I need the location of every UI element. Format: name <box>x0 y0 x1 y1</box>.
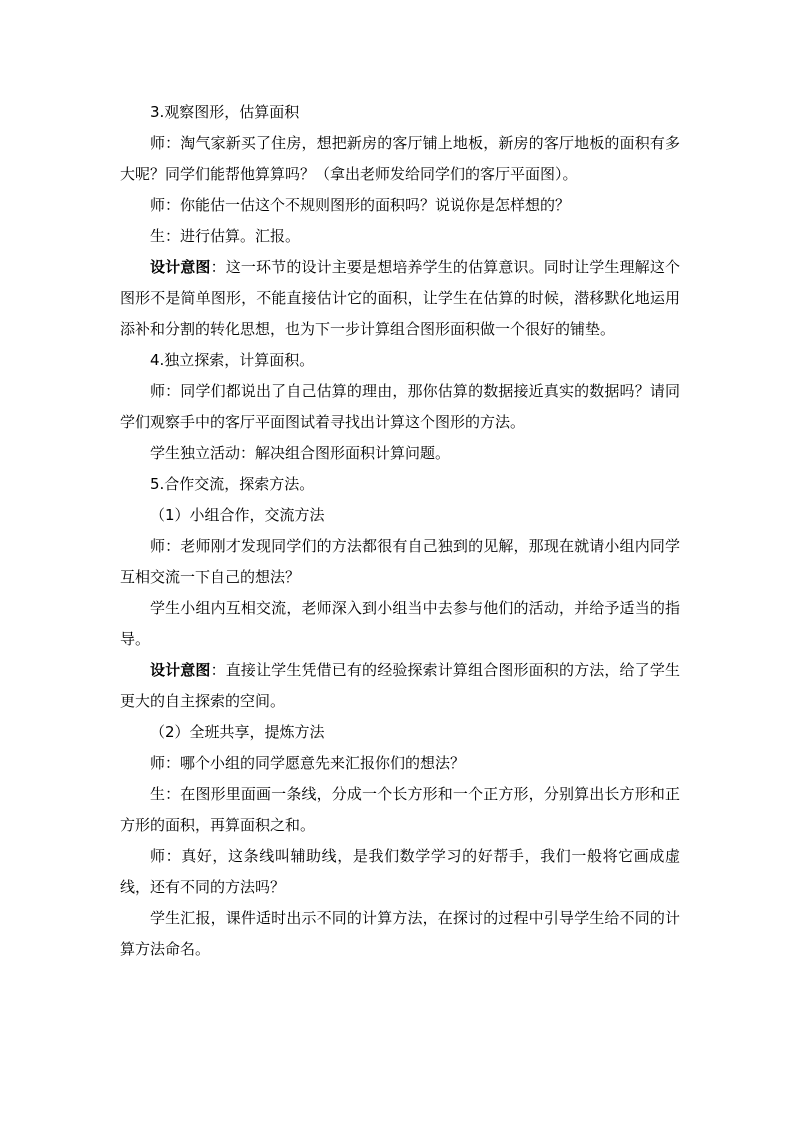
paragraph-teacher-intro: 师：淘气家新买了住房，想把新房的客厅铺上地板，新房的客厅地板的面积有多大呢？同学们能帮他算算吗？（拿出老师发给同学们的客厅平面图）。 <box>120 134 680 183</box>
paragraph-student-group: 学生小组内互相交流，老师深入到小组当中去参与他们的活动，并给予适当的指导。 <box>120 599 680 648</box>
paragraph-teacher-auxiliary-line: 师：真好，这条线叫辅助线，是我们数学学习的好帮手，我们一般将它画成虚线，还有不同的方法吗？ <box>120 847 680 896</box>
paragraph-teacher-which-group: 师：哪个小组的同学愿意先来汇报你们的想法？ <box>150 754 466 772</box>
paragraph-section-3-heading: 3.观察图形，估算面积 <box>150 103 300 121</box>
paragraph-student-method: 生：在图形里面画一条线，分成一个长方形和一个正方形，分别算出长方形和正方形的面积，再算面积之和。 <box>120 785 680 834</box>
design-intent-label: 设计意图 <box>150 258 211 276</box>
paragraph-section-4-heading: 4.独立探索，计算面积。 <box>150 351 315 369</box>
paragraph-student-activity: 学生独立活动：解决组合图形面积计算问题。 <box>150 444 451 462</box>
paragraph-design-intent-1 <box>120 252 680 345</box>
paragraph-section-5-heading: 5.合作交流，探索方法。 <box>150 475 315 493</box>
paragraph-design-intent-2 <box>120 655 680 717</box>
paragraph-subsection-1: （1）小组合作，交流方法 <box>150 506 325 524</box>
paragraph-teacher-question: 师：你能估一估这个不规则图形的面积吗？说说你是怎样想的？ <box>150 196 571 214</box>
design-intent-colon: ： <box>210 258 226 276</box>
paragraph-student-estimate: 生：进行估算。汇报。 <box>150 227 301 245</box>
design-intent-label: 设计意图 <box>150 661 211 679</box>
paragraph-student-report: 学生汇报，课件适时出示不同的计算方法，在探讨的过程中引导学生给不同的计算方法命名。 <box>120 909 680 958</box>
design-intent-text: 这一环节的设计主要是想培养学生的估算意识。同时让学生理解这个图形不是简单图形，不能直接估计它的面积，让学生在估算的时候，潜移默化地运用添补和分割的转化思想，也为下一步计算组合图形面积做一个很好的铺垫。 <box>120 258 680 338</box>
paragraph-teacher-estimate-reason: 师：同学们都说出了自己估算的理由，那你估算的数据接近真实的数据吗？请同学们观察手中的客厅平面图试着寻找出计算这个图形的方法。 <box>120 382 680 431</box>
paragraph-teacher-group: 师：老师刚才发现同学们的方法都很有自己独到的见解，那现在就请小组内同学互相交流一下自己的想法？ <box>120 537 680 586</box>
paragraph-subsection-2: （2）全班共享，提炼方法 <box>150 723 325 741</box>
design-intent-text: 直接让学生凭借已有的经验探索计算组合图形面积的方法，给了学生更大的自主探索的空间。 <box>120 661 680 710</box>
design-intent-colon: ： <box>210 661 226 679</box>
document-body <box>120 97 680 965</box>
